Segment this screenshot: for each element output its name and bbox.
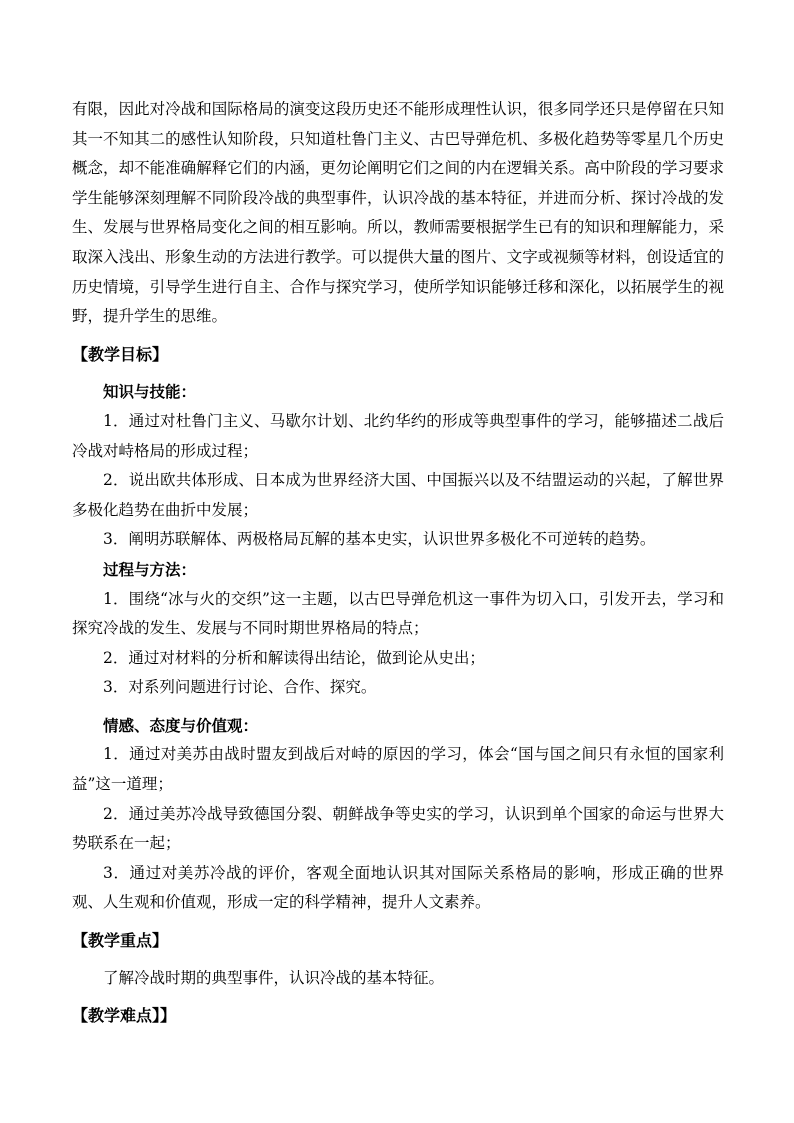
process-methods-title: 过程与方法： bbox=[103, 559, 197, 579]
key-points-text: 了解冷战时期的典型事件，认识冷战的基本特征。 bbox=[103, 968, 445, 987]
knowledge-item-1: 1．通过对杜鲁门主义、马歇尔计划、北约华约的形成等典型事件的学习，能够描述二战后冷战对峙格局的形成过程； bbox=[72, 411, 724, 460]
values-item-2: 2．通过美苏冷战导致德国分裂、朝鲜战争等史实的学习，认识到单个国家的命运与世界大势联系在一起； bbox=[72, 804, 724, 853]
knowledge-item-3: 3．阐明苏联解体、两极格局瓦解的基本史实，认识世界多极化不可逆转的趋势。 bbox=[103, 530, 656, 549]
intro-paragraph: 有限，因此对冷战和国际格局的演变这段历史还不能形成理性认识，很多同学还只是停留在只知其一不知其二的感性认知阶段，只知道杜鲁门主义、古巴导弹危机、多极化趋势等零星几个历史概念，却不能准确解释它们的内涵，更勿论阐明它们之间的内在逻辑关系。高中阶段的学习要求学生能够深刻理解不同阶段冷战的典型事件，认识冷战的基本特征，并进而分析、探讨冷战的发生、发展与世界格局变化之间的相互影响。所以，教师需要根据学生已有的知识和理解能力，采取深入浅出、形象生动的方法进行教学。可以提供大量的图片、文字或视频等材料，创设适宜的历史情境，引导学生进行自主、合作与探究学习，使所学知识能够迁移和深化，以拓展学生的视野，提升学生的思维。 bbox=[72, 100, 724, 326]
values-item-1: 1．通过对美苏由战时盟友到战后对峙的原因的学习，体会“国与国之间只有永恒的国家利益”这一道理； bbox=[72, 745, 724, 794]
key-points-heading: 【教学重点】 bbox=[72, 931, 169, 951]
knowledge-item-2: 2．说出欧共体形成、日本成为世界经济大国、中国振兴以及不结盟运动的兴起，了解世界多极化趋势在曲折中发展； bbox=[72, 471, 724, 519]
process-item-3: 3．对系列问题进行讨论、合作、探究。 bbox=[103, 678, 377, 697]
values-title: 情感、态度与价值观： bbox=[103, 715, 259, 735]
document-page bbox=[72, 95, 724, 1031]
objectives-heading: 【教学目标】 bbox=[72, 344, 169, 364]
values-item-3: 3．通过对美苏冷战的评价，客观全面地认识其对国际关系格局的影响，形成正确的世界观、人生观和价值观，形成一定的科学精神，提升人文素养。 bbox=[72, 863, 724, 912]
process-item-1: 1．围绕“冰与火的交织”这一主题，以古巴导弹危机这一事件为切入口，引发开去，学习和探究冷战的发生、发展与不同时期世界格局的特点； bbox=[72, 589, 724, 638]
knowledge-skills-title: 知识与技能： bbox=[103, 382, 197, 402]
process-item-2: 2．通过对材料的分析和解读得出结论，做到论从史出； bbox=[103, 648, 485, 667]
difficulties-heading: 【教学难点】】 bbox=[72, 1006, 177, 1026]
